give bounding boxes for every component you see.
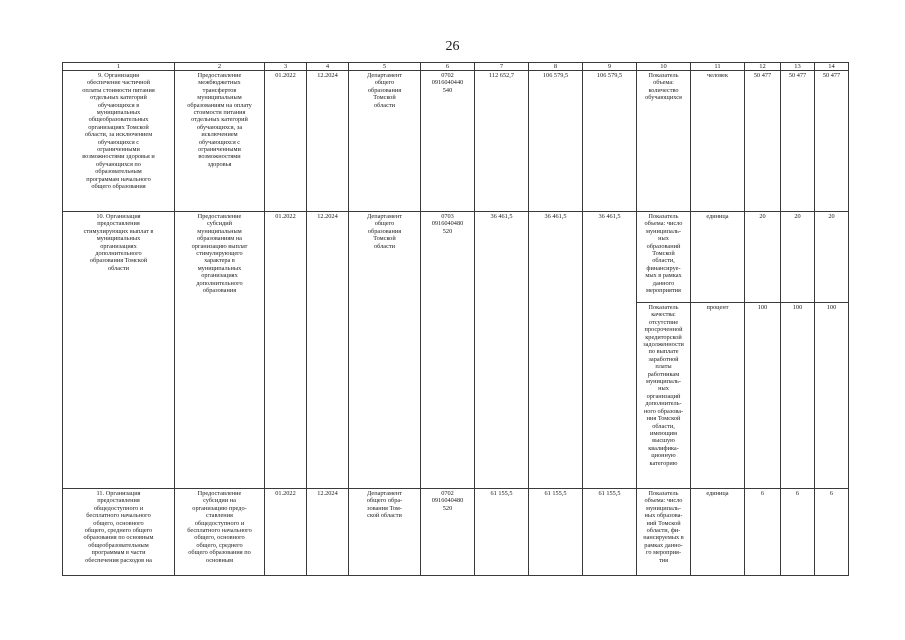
column-number: 8 (529, 63, 583, 71)
column-number: 12 (745, 63, 781, 71)
indicator-value-year-2: 20 (781, 212, 815, 303)
responsible-executor: Департамент общего обра- зования Том- ской области (349, 489, 421, 576)
indicator-value-year-3: 20 (815, 212, 849, 303)
start-date: 01.2022 (265, 489, 307, 576)
indicator-unit: единица (691, 212, 745, 303)
start-date: 01.2022 (265, 212, 307, 489)
end-date: 12.2024 (307, 71, 349, 212)
table-row (63, 212, 849, 303)
responsible-executor: Департамент общего образования Томской области (349, 212, 421, 489)
indicator-value-year-1: 50 477 (745, 71, 781, 212)
column-number: 14 (815, 63, 849, 71)
indicator-value-year-1: 6 (745, 489, 781, 576)
indicator-name: Показатель объема: количество обучающихся (637, 71, 691, 212)
table-row (63, 489, 849, 576)
indicator-value-year-1: 100 (745, 303, 781, 489)
funding-year-1: 61 155,5 (475, 489, 529, 576)
indicator-unit: человек (691, 71, 745, 212)
indicator-value-year-3: 100 (815, 303, 849, 489)
column-number: 4 (307, 63, 349, 71)
funding-year-2: 61 155,5 (529, 489, 583, 576)
activity-content: Предоставление межбюджетных трансфертов муниципальным образованиям на оплату стоимости питания отдельных категорий обучающихся, за исключением обучающихся с ограниченными возможностями здоровья (175, 71, 265, 212)
indicator-name: Показатель объема: число муниципаль- ных образований Томской области, финансируе- мых в рамках данного мероприятия (637, 212, 691, 303)
indicator-value-year-2: 100 (781, 303, 815, 489)
indicator-value-year-3: 50 477 (815, 71, 849, 212)
budget-classification-code: 0702 0916040480 520 (421, 489, 475, 576)
column-number: 5 (349, 63, 421, 71)
page-number: 26 (445, 39, 460, 54)
indicator-value-year-2: 6 (781, 489, 815, 576)
end-date: 12.2024 (307, 489, 349, 576)
column-number: 3 (265, 63, 307, 71)
program-activities-table (62, 62, 849, 576)
activity-name: 10. Организация предоставления стимулирующих выплат в муниципальных организациях дополнительного образования Томской области (63, 212, 175, 489)
column-number: 9 (583, 63, 637, 71)
column-number: 7 (475, 63, 529, 71)
funding-year-1: 36 461,5 (475, 212, 529, 489)
indicator-value-year-2: 50 477 (781, 71, 815, 212)
column-number: 2 (175, 63, 265, 71)
start-date: 01.2022 (265, 71, 307, 212)
budget-classification-code: 0703 0916040480 520 (421, 212, 475, 489)
indicator-name: Показатель объема: число муниципаль- ных образова- ний Томской области, фи- нансируемых в рамках данно- го мероприя- тия (637, 489, 691, 576)
indicator-unit: единица (691, 489, 745, 576)
funding-year-1: 112 652,7 (475, 71, 529, 212)
activity-name: 9. Организация обеспечение частичной оплаты стоимости питания отдельных категорий обучающихся в муниципальных общеобразовательных организациях Томской области, за исключением обучающихся с ограниченными возможностями здоровья и обучающихся по образовательным программам начального общего образования (63, 71, 175, 212)
activity-content: Предоставление субсидии на организацию предо- ставления общедоступного и бесплатного начального общего, основного общего, среднего общего образования по основным (175, 489, 265, 576)
column-number: 6 (421, 63, 475, 71)
column-number-header-row (63, 63, 849, 71)
activity-content: Предоставление субсидий муниципальным образованиям на организацию выплат стимулирующего характера в муниципальных организациях дополнительного образования (175, 212, 265, 489)
indicator-unit: процент (691, 303, 745, 489)
funding-year-2: 106 579,5 (529, 71, 583, 212)
column-number: 13 (781, 63, 815, 71)
end-date: 12.2024 (307, 212, 349, 489)
indicator-value-year-3: 6 (815, 489, 849, 576)
table-row (63, 71, 849, 212)
funding-year-2: 36 461,5 (529, 212, 583, 489)
column-number: 1 (63, 63, 175, 71)
budget-classification-code: 0702 0916040440 540 (421, 71, 475, 212)
funding-year-3: 106 579,5 (583, 71, 637, 212)
column-number: 11 (691, 63, 745, 71)
column-number: 10 (637, 63, 691, 71)
funding-year-3: 61 155,5 (583, 489, 637, 576)
indicator-value-year-1: 20 (745, 212, 781, 303)
indicator-name: Показатель качества: отсутствие просроченной кредиторской задолженности по выплате заработной платы работникам муниципаль- ных организаций дополнитель- ного образова- ния Томской области, имеющим высшую квалифика- ционную категорию (637, 303, 691, 489)
responsible-executor: Департамент общего образования Томской области (349, 71, 421, 212)
funding-year-3: 36 461,5 (583, 212, 637, 489)
activity-name: 11. Организация предоставления общедоступного и бесплатного начального общего, основного общего, среднего общего образования по основным общеобразовательным программам в части обеспечения расходов на (63, 489, 175, 576)
